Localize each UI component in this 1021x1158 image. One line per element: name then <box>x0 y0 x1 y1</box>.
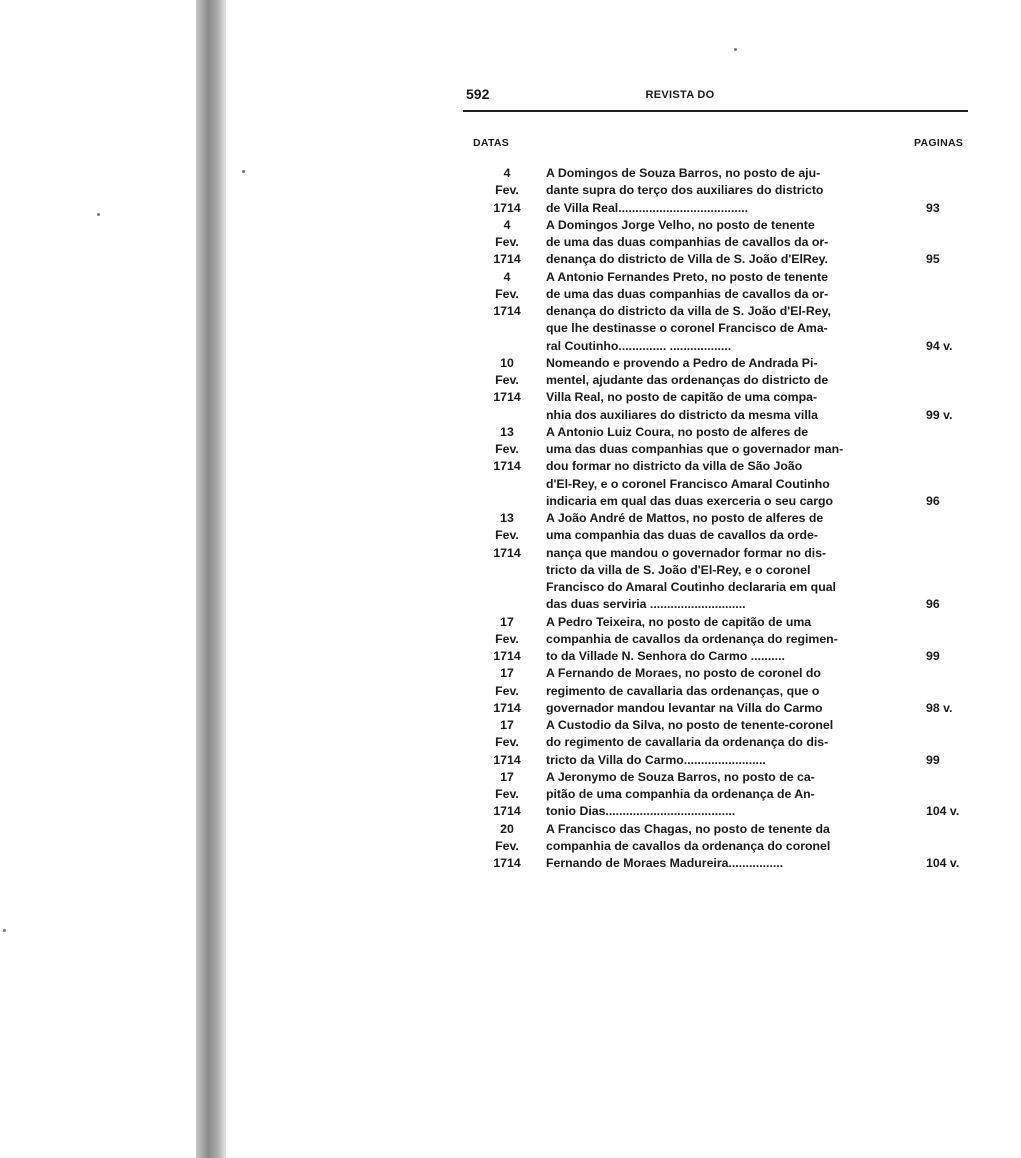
entry-text-line: A Jeronymo de Souza Barros, no posto de ca- <box>546 769 815 784</box>
entry-page-reference: 96 <box>926 597 940 612</box>
entry-day: 13 <box>500 511 514 525</box>
entry-text-line: de uma das duas companhias de cavallos da or- <box>546 235 829 249</box>
entry-text-line: to da Villade N. Senhora do Carmo .......... <box>546 649 785 663</box>
entry-page-reference: 99 <box>926 649 940 663</box>
entry-row <box>468 821 988 873</box>
entry-row <box>468 269 988 355</box>
entry-year: 1714 <box>493 252 521 267</box>
entry-text <box>546 269 898 355</box>
entry-text-line: das duas serviria ............................ <box>546 597 746 612</box>
entry-text <box>546 665 898 717</box>
entry-text-line: denança do districto da villa de S. João d'El-Rey, <box>546 304 831 318</box>
entry-text-line: regimento de cavallaria das ordenanças, que o <box>546 683 820 698</box>
entry-page-reference: 104 v. <box>926 856 960 870</box>
entry-row <box>468 769 988 821</box>
entry-page-reference: 99 <box>926 752 940 767</box>
entry-month: Fev. <box>495 442 519 456</box>
pages-column-heading: PAGINAS <box>914 137 964 149</box>
entry-row <box>468 614 988 666</box>
entry-text-line: denança do districto de Villa de S. João d'ElRey. <box>546 252 828 267</box>
entry-text <box>546 821 898 873</box>
entry-year: 1714 <box>493 700 521 715</box>
ink-speck <box>97 213 100 216</box>
entry-text-line: governador mandou levantar na Villa do Carmo <box>546 700 823 715</box>
entry-year: 1714 <box>493 459 521 474</box>
entry-day: 10 <box>500 355 514 370</box>
entry-text-line: uma companhia das duas de cavallos da orde- <box>546 528 818 543</box>
entry-text <box>546 717 898 769</box>
entry-month: Fev. <box>495 528 519 543</box>
entry-row <box>468 510 988 614</box>
entry-row <box>468 424 988 510</box>
entry-text-line: nança que mandou o governador formar no dis- <box>546 545 827 560</box>
entry-text-line: Nomeando e provendo a Pedro de Andrada Pi- <box>546 355 818 370</box>
entry-month: Fev. <box>495 631 519 646</box>
entry-page-reference: 93 <box>926 200 940 215</box>
entry-date <box>468 665 546 717</box>
entry-text <box>546 165 898 217</box>
entry-date <box>468 769 546 821</box>
entry-year: 1714 <box>493 304 521 318</box>
entry-text-line: A Custodio da Silva, no posto de tenente-coronel <box>546 718 834 732</box>
entry-text-line: dou formar no districto da villa de São João <box>546 459 803 474</box>
entry-date <box>468 614 546 666</box>
entry-year: 1714 <box>493 545 521 560</box>
entry-text <box>546 614 898 666</box>
entry-text-line: companhia de cavallos da ordenança do coronel <box>546 838 831 853</box>
entry-text-line: de uma das duas companhias de cavallos da or- <box>546 286 829 301</box>
entry-page-reference: 98 v. <box>926 700 953 715</box>
running-head: REVISTA DO <box>645 89 715 101</box>
entry-text-line: A Domingos de Souza Barros, no posto de aju- <box>546 166 821 180</box>
entry-text-line: A Domingos Jorge Velho, no posto de tenente <box>546 217 815 232</box>
entry-row <box>468 355 988 424</box>
entry-month: Fev. <box>495 286 519 301</box>
entry-text-line: do regimento de cavallaria da ordenança do dis- <box>546 735 829 750</box>
entry-text-line: A Fernando de Moraes, no posto de coronel do <box>546 666 821 681</box>
entry-page-reference: 104 v. <box>926 804 960 819</box>
entry-text-line: d'El-Rey, e o coronel Francisco Amaral Coutinho <box>546 476 830 491</box>
entry-year: 1714 <box>493 804 521 819</box>
entry-date <box>468 821 546 873</box>
entry-month: Fev. <box>495 787 519 801</box>
entry-date <box>468 165 546 217</box>
entry-text <box>546 510 898 614</box>
entry-page-reference: 95 <box>926 252 940 267</box>
entry-day: 4 <box>503 269 511 284</box>
ink-speck <box>734 48 737 51</box>
dates-column-heading: DATAS <box>473 137 510 149</box>
entry-text-line: A Antonio Luiz Coura, no posto de alferes de <box>546 424 809 439</box>
entry-text-line: tricto da Villa do Carmo........................ <box>546 752 766 767</box>
entry-month: Fev. <box>495 735 519 750</box>
entry-text-line: dante supra do terço dos auxiliares do districto <box>546 183 824 198</box>
entry-date <box>468 269 546 355</box>
header-rule <box>463 110 968 112</box>
entry-day: 17 <box>500 769 514 784</box>
entry-date <box>468 717 546 769</box>
entry-text-line: A Pedro Teixeira, no posto de capitão de uma <box>546 614 812 629</box>
entry-text <box>546 424 898 510</box>
entry-text-line: ral Coutinho.............. .................. <box>546 338 732 353</box>
entry-page-reference: 96 <box>926 493 940 508</box>
book-binding-shadow <box>196 0 226 1158</box>
entry-day: 17 <box>500 718 514 732</box>
entry-page-reference: 94 v. <box>926 338 953 353</box>
entry-year: 1714 <box>493 200 521 215</box>
entry-row <box>468 665 988 717</box>
entry-text-line: tonio Dias...................................... <box>546 804 736 819</box>
entry-text-line: Villa Real, no posto de capitão de uma compa- <box>546 390 818 405</box>
entry-year: 1714 <box>493 390 521 405</box>
entry-month: Fev. <box>495 683 519 698</box>
entry-row <box>468 165 988 217</box>
entry-text-line: uma das duas companhias que o governador man- <box>546 442 844 456</box>
ink-speck <box>242 170 245 173</box>
entry-month: Fev. <box>495 235 519 249</box>
entry-year: 1714 <box>493 649 521 663</box>
entry-text-line: indicaria em qual das duas exerceria o seu cargo <box>546 493 834 508</box>
entry-date <box>468 424 546 510</box>
entry-month: Fev. <box>495 838 519 853</box>
entry-day: 17 <box>500 666 514 681</box>
entry-text-line: companhia de cavallos da ordenança do regimen- <box>546 631 838 646</box>
entry-day: 20 <box>500 821 514 836</box>
ink-speck <box>3 929 6 932</box>
entry-text <box>546 217 898 269</box>
entry-day: 17 <box>500 614 514 629</box>
entry-text-line: Fernando de Moraes Madureira................ <box>546 856 784 870</box>
entry-year: 1714 <box>493 856 521 870</box>
entry-text-line: A João André de Mattos, no posto de alferes de <box>546 511 824 525</box>
entry-text-line: nhia dos auxiliares do districto da mesma villa <box>546 407 818 422</box>
entry-day: 13 <box>500 424 514 439</box>
entry-date <box>468 217 546 269</box>
entry-text-line: pitão de uma companhia da ordenança de An- <box>546 787 815 801</box>
entry-row <box>468 217 988 269</box>
entry-text <box>546 769 898 821</box>
entry-date <box>468 510 546 614</box>
entry-month: Fev. <box>495 183 519 198</box>
entry-text-line: A Antonio Fernandes Preto, no posto de tenente <box>546 269 828 284</box>
page-number: 592 <box>466 86 490 102</box>
entry-text-line: mentel, ajudante das ordenanças do districto de <box>546 373 829 387</box>
entry-text-line: A Francisco das Chagas, no posto de tenente da <box>546 821 830 836</box>
entries-list <box>468 165 988 872</box>
entry-text-line: Francisco do Amaral Coutinho declararia em qual <box>546 580 836 594</box>
entry-date <box>468 355 546 424</box>
entry-text-line: de Villa Real...................................... <box>546 200 749 215</box>
entry-month: Fev. <box>495 373 519 387</box>
entry-row <box>468 717 988 769</box>
entry-text <box>546 355 898 424</box>
entry-year: 1714 <box>493 752 521 767</box>
entry-day: 4 <box>503 217 511 232</box>
entry-text-line: tricto da villa de S. João d'El-Rey, e o coronel <box>546 562 811 577</box>
entry-page-reference: 99 v. <box>926 407 953 422</box>
entry-day: 4 <box>503 166 511 180</box>
entry-text-line: que lhe destinasse o coronel Francisco de Ama- <box>546 321 828 336</box>
